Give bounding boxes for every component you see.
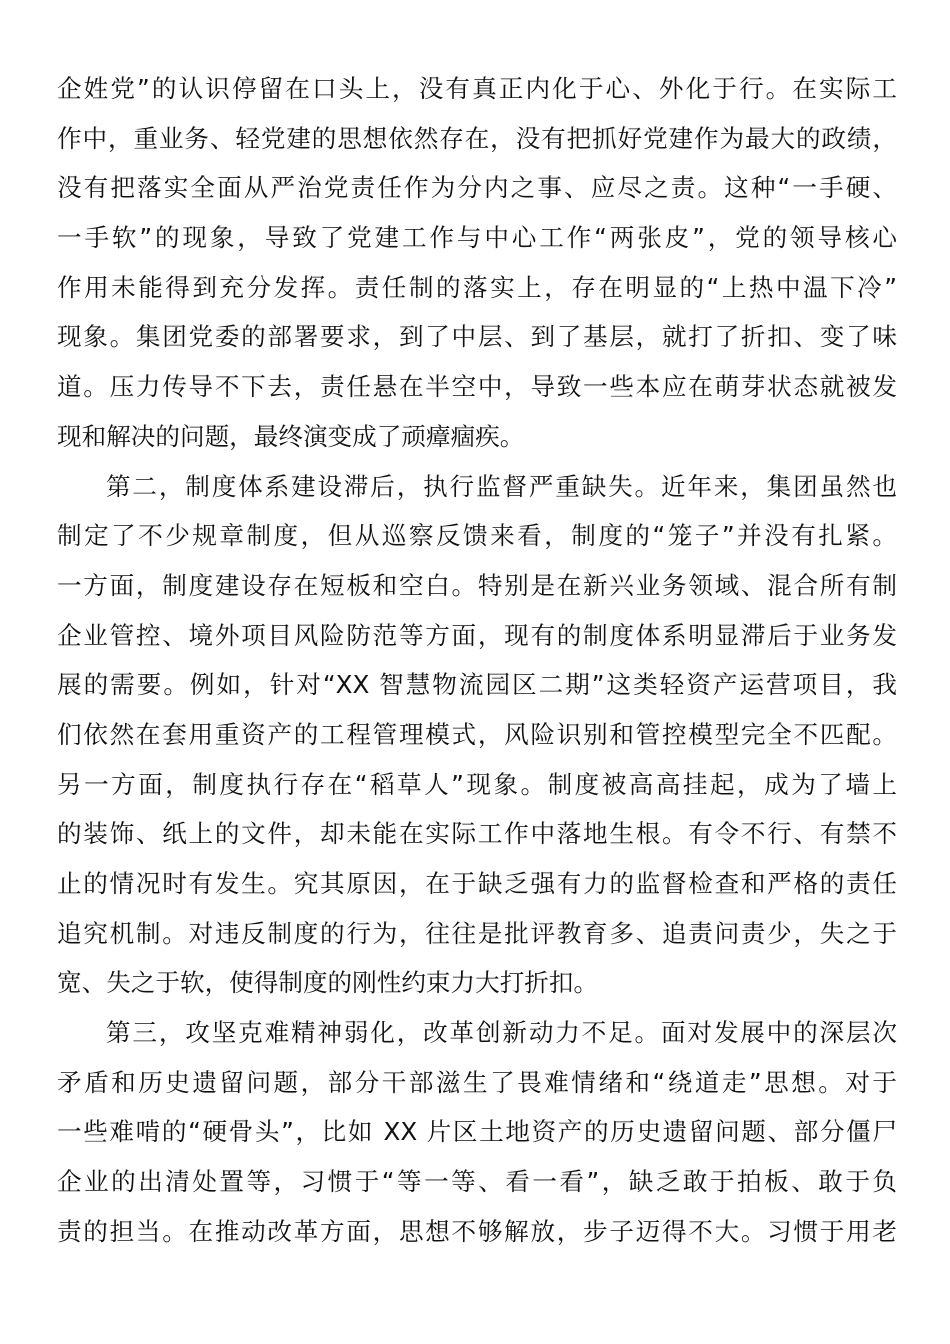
paragraph-2-line-3: 一方面，制度建设存在短板和空白。特别是在新兴业务领域、混合所有制 <box>57 570 897 600</box>
paragraph-1-line-6: 现象。集团党委的部署要求，到了中层、到了基层，就打了折扣、变了味 <box>57 322 897 352</box>
paragraph-2-line-4: 企业管控、境外项目风险防范等方面，现有的制度体系明显滞后于业务发 <box>57 620 897 650</box>
paragraph-3-line-1: 第三，攻坚克难精神弱化，改革创新动力不足。面对发展中的深层次 <box>106 1018 897 1048</box>
paragraph-2-line-9: 止的情况时有发生。究其原因，在于缺乏强有力的监督检查和严格的责任 <box>57 869 897 898</box>
paragraph-1-line-3: 没有把落实全面从严治党责任作为分内之事、应尽之责。这种“一手硬、 <box>57 173 897 203</box>
paragraph-1-line-4: 一手软”的现象，导致了党建工作与中心工作“两张皮”，党的领导核心 <box>57 223 897 253</box>
paragraph-1-line-8: 现和解决的问题，最终演变成了顽瘴痼疾。 <box>57 421 525 451</box>
paragraph-1-line-2: 作中，重业务、轻党建的思想依然存在，没有把抓好党建作为最大的政绩， <box>57 123 897 153</box>
paragraph-1-line-7: 道。压力传导不下去，责任悬在半空中，导致一些本应在萌芽状态就被发 <box>57 372 897 402</box>
paragraph-3-line-4: 企业的出清处置等，习惯于“等一等、看一看”，缺乏敢于拍板、敢于负 <box>57 1167 897 1197</box>
paragraph-1-line-1: 企姓党”的认识停留在口头上，没有真正内化于心、外化于行。在实际工 <box>57 74 897 103</box>
paragraph-2-line-1: 第二，制度体系建设滞后，执行监督严重缺失。近年来，集团虽然也 <box>106 471 897 501</box>
paragraph-2-line-7: 另一方面，制度执行存在“稻草人”现象。制度被高高挂起，成为了墙上 <box>57 769 897 799</box>
paragraph-2-line-10: 追究机制。对违反制度的行为，往往是批评教育多、追责问责少，失之于 <box>57 918 897 948</box>
paragraph-2-line-2: 制定了不少规章制度，但从巡察反馈来看，制度的“笼子”并没有扎紧。 <box>57 521 897 551</box>
paragraph-2-line-5: 展的需要。例如，针对“XX 智慧物流园区二期”这类轻资产运营项目，我 <box>57 670 897 700</box>
paragraph-2-line-11: 宽、失之于软，使得制度的刚性约束力大打折扣。 <box>57 968 599 998</box>
paragraph-1-line-5: 作用未能得到充分发挥。责任制的落实上，存在明显的“上热中温下冷” <box>57 272 897 302</box>
paragraph-3-line-3: 一些难啃的“硬骨头”，比如 XX 片区土地资产的历史遗留问题、部分僵尸 <box>57 1117 897 1147</box>
paragraph-3-line-2: 矛盾和历史遗留问题，部分干部滋生了畏难情绪和“绕道走”思想。对于 <box>57 1067 897 1097</box>
paragraph-2-line-6: 们依然在套用重资产的工程管理模式，风险识别和管控模型完全不匹配。 <box>57 719 897 749</box>
document-body <box>57 64 897 1257</box>
paragraph-3-line-5: 责的担当。在推动改革方面，思想不够解放，步子迈得不大。习惯于用老 <box>57 1216 897 1246</box>
paragraph-2-line-8: 的装饰、纸上的文件，却未能在实际工作中落地生根。有令不行、有禁不 <box>57 819 897 849</box>
